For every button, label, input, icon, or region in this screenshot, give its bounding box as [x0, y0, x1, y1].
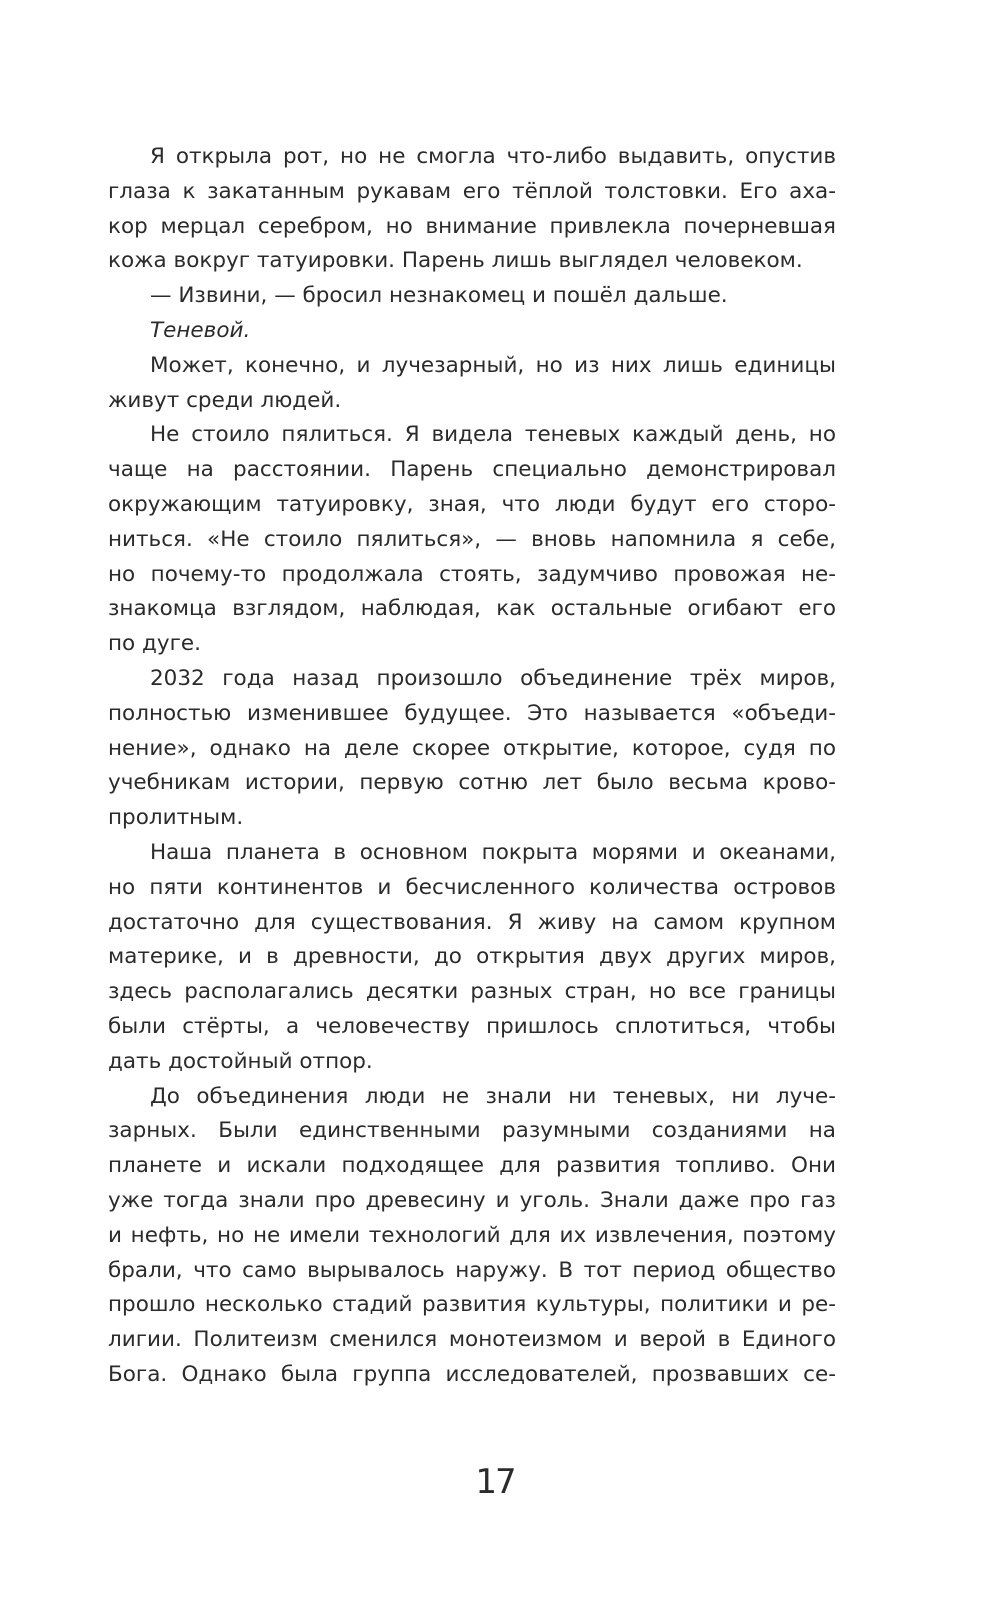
text-line: Бога. Однако была группа исследователей, прозвавших се- — [108, 1361, 836, 1387]
text-line: лигии. Политеизм сменился монотеизмом и верой в Единого — [108, 1327, 836, 1353]
text-line: До объединения люди не знали ни теневых, ни луче- — [150, 1083, 836, 1109]
text-line: кожа вокруг татуировки. Парень лишь выглядел человеком. — [108, 248, 803, 274]
text-line: зарных. Были единственными разумными созданиями на — [108, 1118, 836, 1144]
italic-thought: Теневой. — [150, 317, 251, 343]
text-line: чаще на расстоянии. Парень специально демонстрировал — [108, 457, 836, 483]
text-line: глаза к закатанным рукавам его тёплой толстовки. Его аха- — [108, 178, 836, 204]
text-line: ниться. «Не стоило пялиться», — вновь напомнила я себе, — [108, 526, 836, 552]
text-line: брали, что само вырывалось наружу. В тот период общество — [108, 1257, 836, 1283]
text-line: Наша планета в основном покрыта морями и океанами, — [150, 839, 836, 865]
text-line: по дуге. — [108, 631, 201, 657]
text-line: Не стоило пялиться. Я видела теневых каждый день, но — [150, 422, 836, 448]
text-line: но почему-то продолжала стоять, задумчиво провожая не- — [108, 561, 836, 587]
text-line: но пяти континентов и бесчисленного количества островов — [108, 874, 836, 900]
text-line: прошло несколько стадий развития культуры, политики и ре- — [108, 1292, 836, 1318]
text-line: учебникам истории, первую сотню лет было весьма крово- — [108, 770, 836, 796]
text-line: были стёрты, а человечеству пришлось сплотиться, чтобы — [108, 1013, 836, 1039]
text-line: 2032 года назад произошло объединение трёх миров, — [150, 665, 836, 691]
text-line: материке, и в древности, до открытия двух других миров, — [108, 944, 836, 970]
text-line: окружающим татуировку, зная, что люди будут его сторо- — [108, 491, 836, 517]
text-line: уже тогда знали про древесину и уголь. Знали даже про газ — [108, 1187, 836, 1213]
dialogue-line: — Извини, — бросил незнакомец и пошёл дальше. — [150, 283, 728, 309]
body-text — [108, 140, 836, 1393]
text-line: живут среди людей. — [108, 387, 342, 413]
text-line: планете и искали подходящее для развития топливо. Они — [108, 1153, 836, 1179]
text-line: полностью изменившее будущее. Это называется «объеди- — [108, 700, 836, 726]
page-number: 17 — [475, 1462, 515, 1502]
text-line: достаточно для существования. Я живу на самом крупном — [108, 909, 836, 935]
text-line: здесь располагались десятки разных стран, но все границы — [108, 979, 836, 1005]
text-line: и нефть, но не имели технологий для их извлечения, поэтому — [108, 1222, 836, 1248]
text-line: Я открыла рот, но не смогла что-либо выдавить, опустив — [150, 144, 836, 169]
text-line: нение», однако на деле скорее открытие, которое, судя по — [108, 735, 836, 761]
text-line: пролитным. — [108, 805, 244, 831]
text-line: кор мерцал серебром, но внимание привлекла почерневшая — [108, 213, 836, 239]
text-line: Может, конечно, и лучезарный, но из них лишь единицы — [150, 352, 836, 378]
text-line: знакомца взглядом, наблюдая, как остальные огибают его — [108, 596, 836, 622]
text-line: дать достойный отпор. — [108, 1048, 373, 1074]
